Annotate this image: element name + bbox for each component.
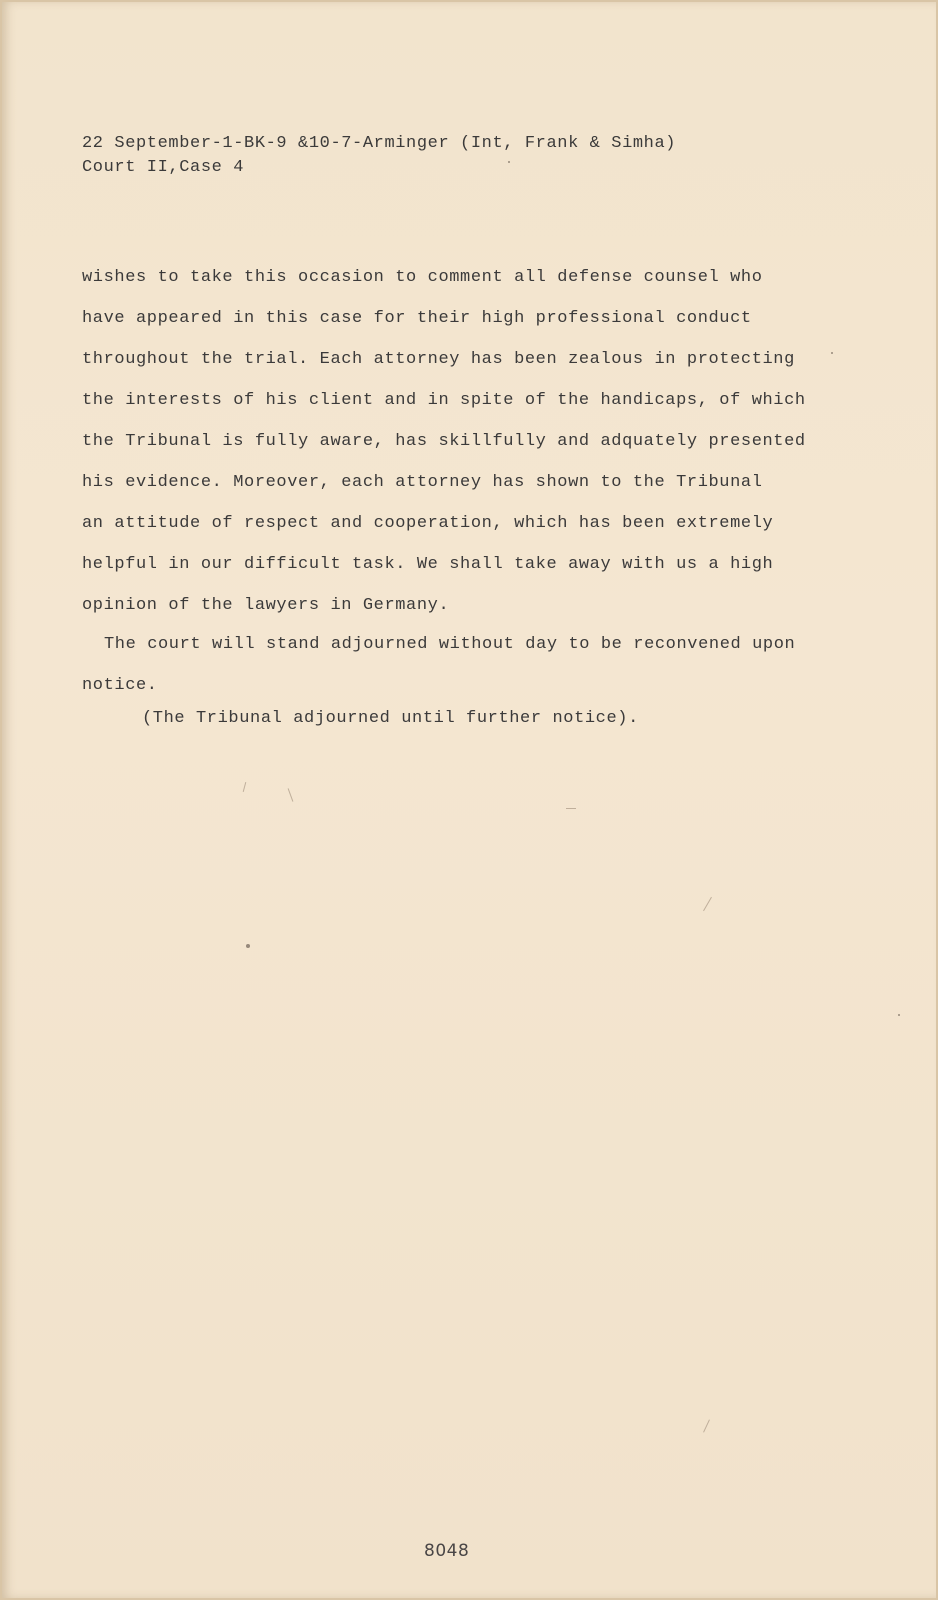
body-line: throughout the trial. Each attorney has been zealous in protecting — [82, 350, 795, 369]
adjournment-paragraph — [82, 624, 795, 706]
adjournment-line-2: notice. — [82, 676, 158, 695]
adjournment-line-1: The court will stand adjourned without day to be reconvened upon — [104, 635, 796, 654]
page-number: 8048 — [424, 1541, 470, 1561]
paper-speck — [508, 161, 510, 163]
body-line: have appeared in this case for their high professional conduct — [82, 309, 752, 328]
header-line-1: 22 September-1-BK-9 &10-7-Arminger (Int, Frank & Simha) — [82, 134, 677, 153]
body-line: helpful in our difficult task. We shall take away with us a high — [82, 555, 774, 574]
paper-scratch — [566, 808, 576, 809]
body-line: an attitude of respect and cooperation, which has been extremely — [82, 514, 774, 533]
paper-speck — [898, 1014, 900, 1016]
body-line: his evidence. Moreover, each attorney has shown to the Tribunal — [82, 473, 763, 492]
paper-scratch — [243, 782, 247, 792]
paper-scratch — [288, 788, 294, 801]
body-line: wishes to take this occasion to comment all defense counsel who — [82, 268, 763, 287]
paper-speck — [831, 352, 833, 354]
closing-note: (The Tribunal adjourned until further notice). — [142, 709, 639, 728]
paper-speck — [246, 944, 250, 948]
paper-scratch — [703, 897, 712, 911]
paper-scratch — [703, 1419, 710, 1432]
header-line-2: Court II,Case 4 — [82, 158, 245, 177]
body-line: the Tribunal is fully aware, has skillfully and adquately presented — [82, 432, 806, 451]
body-line: the interests of his client and in spite of the handicaps, of which — [82, 391, 806, 410]
body-paragraph — [82, 257, 862, 626]
body-line: opinion of the lawyers in Germany. — [82, 596, 450, 615]
